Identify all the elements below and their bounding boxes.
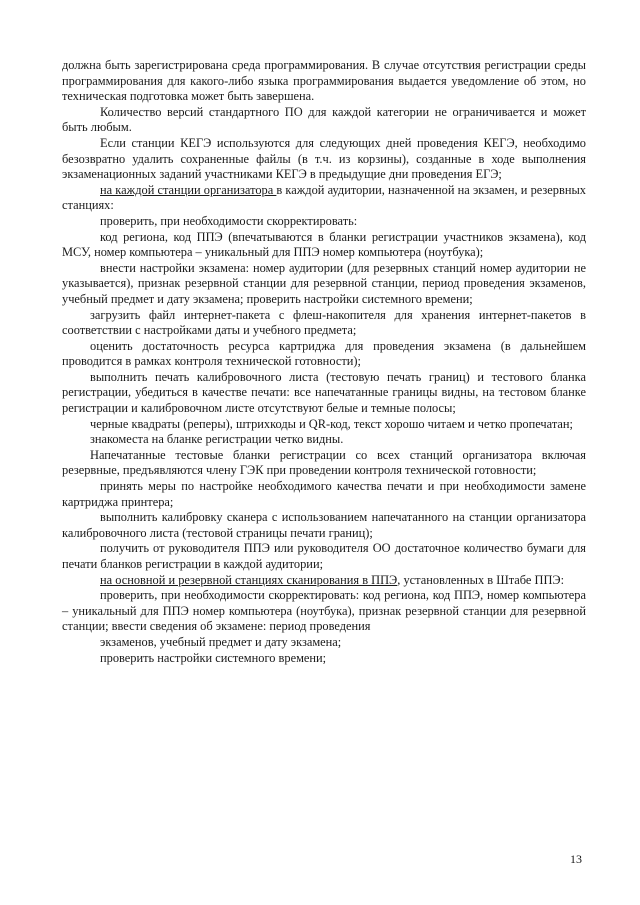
paragraph: экзаменов, учебный предмет и дату экзамена;: [100, 634, 342, 649]
underlined-phrase: на каждой станции организатора: [100, 182, 277, 197]
paragraph: выполнить калибровку сканера с использованием напечатанного на станции организатора калибровочного листа (тестовой страницы печати границ);: [62, 510, 586, 540]
paragraph: проверить, при необходимости скорректировать: код региона, код ППЭ, номер компьютера – уникальный для ППЭ номер компьютера (ноутбука), признак резервной станции для резервной станции; ввести сведения об экзамене: период проведения: [62, 588, 586, 634]
paragraph: оценить достаточность ресурса картриджа для проведения экзамена (в дальнейшем проводится в рамках контроля технической готовности);: [62, 338, 586, 369]
paragraph: [62, 573, 586, 589]
paragraph-text: , установленных в Штабе ППЭ:: [397, 572, 565, 587]
paragraph: Если станции КЕГЭ используются для следующих дней проведения КЕГЭ, необходимо безозвратно удалить сохраненные файлы (в т.ч. из корзины), созданные в ходе выполнения экзаменационных заданий участниками КЕГЭ в предыдущие дни проведения ЕГЭ;: [62, 135, 586, 182]
document-body: [62, 58, 586, 666]
paragraph: внести настройки экзамена: номер аудитории (для резервных станций номер аудитории не указывается), признак резервной станции для резервной станции, период проведения экзаменов, учебный предмет и дату экзамена; проверить настройки системного времени;: [62, 260, 586, 306]
paragraph: проверить, при необходимости скорректировать:: [100, 213, 358, 228]
paragraph: проверить настройки системного времени;: [100, 650, 327, 665]
paragraph: получить от руководителя ППЭ или руководителя ОО достаточное количество бумаги для печати бланков регистрации в каждой аудитории;: [62, 541, 586, 571]
paragraph: знакоместа на бланке регистрации четко видны.: [90, 432, 344, 447]
underlined-phrase: на основной и резервной станциях сканирования в ППЭ: [100, 572, 398, 587]
paragraph: загрузить файл интернет-пакета с флеш-накопителя для хранения интернет-пакетов в соответствии с настройками даты и учебного предмета;: [62, 307, 586, 338]
paragraph: принять меры по настройке необходимого качества печати и при необходимости замене картриджа принтера;: [62, 479, 586, 509]
paragraph: должна быть зарегистрирована среда программирования. В случае отсутствия регистрации среды программирования для какого-либо языка программирования выдается уведомление об этом, но техническая подготовка может быть завершена.: [62, 58, 586, 104]
paragraph: Напечатанные тестовые бланки регистрации со всех станций организатора включая резервные, предъявляются члену ГЭК при проведении контроля технической готовности;: [62, 447, 586, 478]
paragraph: [62, 183, 586, 214]
paragraph: код региона, код ППЭ (впечатываются в бланки регистрации участников экзамена), код МСУ, номер компьютера – уникальный для ППЭ номер компьютера (ноутбука);: [62, 229, 586, 260]
paragraph-text: в каждой аудитории, назначенной на экзамен, и резервных станциях:: [62, 182, 587, 213]
paragraph: Количество версий стандартного ПО для каждой категории не ограничивается и может быть любым.: [62, 104, 586, 135]
paragraph: выполнить печать калибровочного листа (тестовую печать границ) и тестового бланка регистрации, убедиться в качестве печати: все напечатанные границы видны, на тестовом бланке регистрации и калибровочном листе отсутствуют белые и темные полосы;: [62, 369, 586, 416]
page-number: 13: [570, 852, 582, 866]
paragraph: черные квадраты (реперы), штрихкоды и QR-код, текст хорошо читаем и четко пропечатан;: [90, 416, 573, 431]
